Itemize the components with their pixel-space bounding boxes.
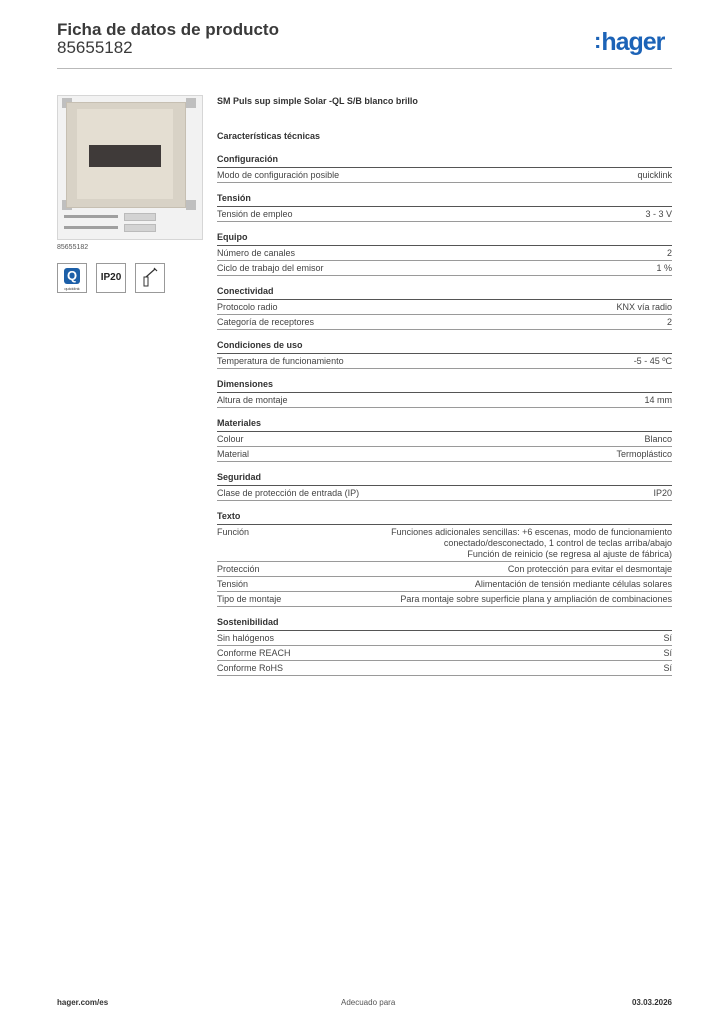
section-heading: Dimensiones bbox=[217, 377, 672, 393]
spec-value: Funciones adicionales sencillas: +6 escenas, modo de funcionamiento conectado/desconectado, 1 control de teclas arriba/abajo Función de reinicio (se regresa al ajuste de fábrica) bbox=[391, 527, 672, 559]
spec-value: 2 bbox=[666, 248, 672, 258]
footer-website: hager.com/es bbox=[57, 998, 109, 1007]
quicklink-icon: Q bbox=[64, 268, 80, 284]
spec-section bbox=[217, 377, 672, 408]
spec-value: Termoplástico bbox=[616, 449, 672, 459]
header-divider bbox=[57, 68, 672, 69]
spec-row bbox=[217, 525, 672, 562]
footer-note: Adecuado para bbox=[341, 998, 396, 1007]
spec-label: Conforme REACH bbox=[217, 648, 291, 658]
spec-label: Tensión de empleo bbox=[217, 209, 293, 219]
mounting-tool-icon bbox=[135, 263, 165, 293]
spec-row bbox=[217, 486, 672, 501]
spec-value: Para montaje sobre superficie plana y ampliación de combinaciones bbox=[400, 594, 672, 604]
footer-date: 03.03.2026 bbox=[631, 998, 672, 1007]
spec-section bbox=[217, 284, 672, 330]
spec-value: 14 mm bbox=[644, 395, 672, 405]
spec-value: Sí bbox=[663, 663, 672, 673]
spec-label: Modo de configuración posible bbox=[217, 170, 340, 180]
spec-label: Tensión bbox=[217, 579, 249, 589]
spec-row bbox=[217, 300, 672, 315]
spec-row bbox=[217, 261, 672, 276]
spec-row bbox=[217, 592, 672, 607]
spec-value: Con protección para evitar el desmontaje bbox=[507, 564, 672, 574]
spec-value: 2 bbox=[666, 317, 672, 327]
product-image bbox=[57, 95, 203, 240]
spec-value: KNX vía radio bbox=[616, 302, 672, 312]
spec-row bbox=[217, 577, 672, 592]
spec-section bbox=[217, 338, 672, 369]
spec-section bbox=[217, 152, 672, 183]
spec-row bbox=[217, 631, 672, 646]
spec-row bbox=[217, 646, 672, 661]
spec-label: Función bbox=[217, 527, 250, 537]
spec-value: quicklink bbox=[637, 170, 672, 180]
spec-label: Temperatura de funcionamiento bbox=[217, 356, 344, 366]
product-number: 85655182 bbox=[57, 38, 133, 57]
spec-section bbox=[217, 470, 672, 501]
section-heading: Configuración bbox=[217, 152, 672, 168]
spec-label: Protección bbox=[217, 564, 260, 574]
spec-row bbox=[217, 562, 672, 577]
section-heading: Texto bbox=[217, 509, 672, 525]
spec-section bbox=[217, 191, 672, 222]
spec-value: IP20 bbox=[653, 488, 672, 498]
quicklink-badge bbox=[57, 263, 87, 293]
spec-label: Protocolo radio bbox=[217, 302, 278, 312]
spec-label: Número de canales bbox=[217, 248, 296, 258]
spec-row bbox=[217, 246, 672, 261]
spec-row bbox=[217, 432, 672, 447]
spec-table bbox=[217, 152, 672, 676]
spec-label: Clase de protección de entrada (IP) bbox=[217, 488, 360, 498]
spec-row bbox=[217, 447, 672, 462]
spec-value: Blanco bbox=[644, 434, 672, 444]
spec-value: Sí bbox=[663, 633, 672, 643]
spec-section bbox=[217, 509, 672, 607]
hager-logo: :hager bbox=[594, 28, 665, 56]
page-title: Ficha de datos de producto bbox=[57, 20, 279, 39]
spec-row bbox=[217, 354, 672, 369]
ip-rating-badge: IP20 bbox=[96, 263, 126, 293]
spec-value: 3 - 3 V bbox=[645, 209, 672, 219]
spec-label: Ciclo de trabajo del emisor bbox=[217, 263, 324, 273]
spec-label: Sin halógenos bbox=[217, 633, 275, 643]
section-heading: Materiales bbox=[217, 416, 672, 432]
spec-value: Alimentación de tensión mediante células solares bbox=[474, 579, 672, 589]
logo-text: hager bbox=[601, 28, 665, 56]
section-heading: Condiciones de uso bbox=[217, 338, 672, 354]
spec-label: Categoría de receptores bbox=[217, 317, 315, 327]
section-heading: Tensión bbox=[217, 191, 672, 207]
spec-row bbox=[217, 315, 672, 330]
spec-row bbox=[217, 168, 672, 183]
spec-title: Características técnicas bbox=[217, 131, 321, 141]
spec-row bbox=[217, 207, 672, 222]
spec-label: Conforme RoHS bbox=[217, 663, 284, 673]
solar-panel bbox=[89, 145, 161, 167]
section-heading: Equipo bbox=[217, 230, 672, 246]
spec-label: Material bbox=[217, 449, 250, 459]
spec-row bbox=[217, 661, 672, 676]
quicklink-label: quicklink bbox=[64, 286, 80, 291]
spec-label: Tipo de montaje bbox=[217, 594, 282, 604]
spec-section bbox=[217, 615, 672, 676]
spec-value: Sí bbox=[663, 648, 672, 658]
section-heading: Sostenibilidad bbox=[217, 615, 672, 631]
spec-row bbox=[217, 393, 672, 408]
spec-label: Altura de montaje bbox=[217, 395, 288, 405]
image-caption: 85655182 bbox=[57, 244, 89, 251]
product-name: SM Puls sup simple Solar -QL S/B blanco brillo bbox=[217, 96, 418, 106]
spec-label: Colour bbox=[217, 434, 244, 444]
spec-section bbox=[217, 230, 672, 276]
spec-section bbox=[217, 416, 672, 462]
spec-value: 1 % bbox=[656, 263, 672, 273]
spec-value: -5 - 45 ºC bbox=[633, 356, 672, 366]
section-heading: Conectividad bbox=[217, 284, 672, 300]
section-heading: Seguridad bbox=[217, 470, 672, 486]
